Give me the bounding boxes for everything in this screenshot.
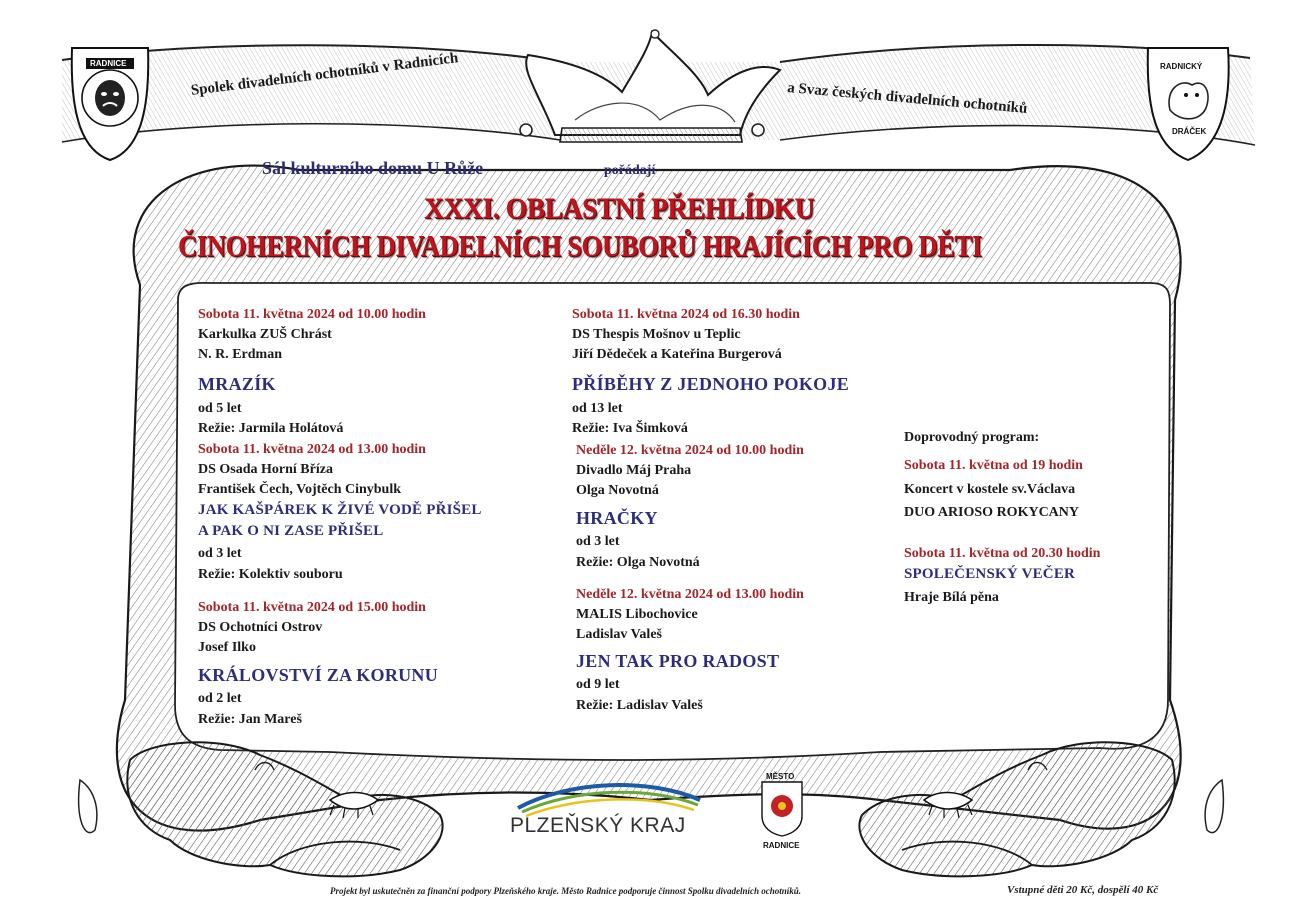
author: Ladislav Valeš xyxy=(576,627,662,642)
event-date: Sobota 11. května od 19 hodin xyxy=(904,458,1083,473)
author: Josef Ilko xyxy=(198,640,256,655)
age: od 5 let xyxy=(198,401,242,416)
age: od 3 let xyxy=(198,546,242,561)
age: od 13 let xyxy=(572,401,623,416)
jester-hat-illustration xyxy=(520,30,780,142)
ensemble: Divadlo Máj Praha xyxy=(576,463,692,478)
right-emblem-label-top: RADNICKÝ xyxy=(1160,62,1203,71)
event-date: Sobota 11. května od 20.30 hodin xyxy=(904,546,1101,561)
organizer-left: Spolek divadelních ochotníků v Radnicích xyxy=(190,50,460,99)
director: Režie: Olga Novotná xyxy=(576,555,700,570)
title-line2: ČINOHERNÍCH DIVADELNÍCH SOUBORŮ HRAJÍCÍCH PRO DĚTI xyxy=(178,228,982,263)
author: Jiří Dědeček a Kateřina Burgerová xyxy=(572,347,782,362)
play-title: JAK KAŠPÁREK K ŽIVÉ VODĚ PŘIŠEL xyxy=(198,502,482,518)
director: Režie: Jan Mareš xyxy=(198,712,302,727)
event-line: DUO ARIOSO ROKYCANY xyxy=(904,505,1080,520)
program-item xyxy=(198,598,558,730)
program-item xyxy=(576,585,902,716)
event-line: Hraje Bílá pěna xyxy=(904,590,999,605)
admission-prices: Vstupné děti 20 Kč, dospělí 40 Kč xyxy=(1007,884,1159,896)
program-item xyxy=(198,305,558,439)
event-date: Neděle 12. května 2024 od 13.00 hodin xyxy=(576,587,804,602)
age: od 9 let xyxy=(576,677,620,692)
play-title: JEN TAK PRO RADOST xyxy=(576,651,780,671)
author: František Čech, Vojtěch Cinybulk xyxy=(198,482,402,497)
event-date: Sobota 11. května 2024 od 16.30 hodin xyxy=(572,307,800,322)
ensemble: Karkulka ZUŠ Chrást xyxy=(198,327,332,342)
author: N. R. Erdman xyxy=(198,347,283,362)
event-date: Sobota 11. května 2024 od 15.00 hodin xyxy=(198,600,426,615)
program-column-1 xyxy=(198,305,558,730)
program-item xyxy=(576,441,902,573)
play-title: PŘÍBĚHY Z JEDNOHO POKOJE xyxy=(572,374,850,394)
event-date: Neděle 12. května 2024 od 10.00 hodin xyxy=(576,443,804,458)
accompanying-heading: Doprovodný program: xyxy=(904,430,1040,445)
venue: Sál kulturního domu U Růže xyxy=(262,158,484,178)
program-column-2 xyxy=(572,305,902,716)
play-title: MRAZÍK xyxy=(198,374,276,394)
ensemble: DS Thespis Mošnov u Teplic xyxy=(572,327,741,342)
left-emblem-label: RADNICE xyxy=(90,59,127,68)
author: Olga Novotná xyxy=(576,483,659,498)
director: Režie: Kolektiv souboru xyxy=(198,567,343,582)
radnice-label: RADNICE xyxy=(763,841,800,850)
program-item xyxy=(198,440,558,585)
footer-note: Projekt byl uskutečněn za finanční podpory Plzeňského kraje. Město Radnice podporuje činnost Spolku divadelních ochotníků. xyxy=(330,886,802,896)
poradaji-label: pořádají xyxy=(604,163,656,178)
play-title: HRAČKY xyxy=(576,508,658,528)
radnice-crest xyxy=(762,782,802,836)
event-date: Sobota 11. května 2024 od 10.00 hodin xyxy=(198,307,426,322)
plzensky-kraj-logo-text: PLZEŇSKÝ KRAJ xyxy=(510,814,686,837)
title-line1: XXXI. OBLASTNÍ PŘEHLÍDKU xyxy=(424,192,815,225)
accompanying-program xyxy=(904,428,1164,608)
event-line: Koncert v kostele sv.Václava xyxy=(904,482,1076,497)
program-item xyxy=(572,305,902,439)
play-title-line2: A PAK O NI ZASE PŘIŠEL xyxy=(198,523,384,539)
ensemble: MALIS Libochovice xyxy=(576,607,698,622)
ensemble: DS Osada Horní Bříza xyxy=(198,462,333,477)
right-emblem-label-bottom: DRÁČEK xyxy=(1172,127,1207,136)
event-date: Sobota 11. května 2024 od 13.00 hodin xyxy=(198,442,426,457)
mesto-label: MĚSTO xyxy=(766,772,795,781)
director: Režie: Iva Šimková xyxy=(572,421,688,436)
age: od 3 let xyxy=(576,534,620,549)
play-title: KRÁLOVSTVÍ ZA KORUNU xyxy=(198,665,439,685)
event-title: SPOLEČENSKÝ VEČER xyxy=(904,566,1076,582)
director: Režie: Ladislav Valeš xyxy=(576,698,703,713)
ensemble: DS Ochotníci Ostrov xyxy=(198,620,323,635)
director: Režie: Jarmila Holátová xyxy=(198,421,344,436)
age: od 2 let xyxy=(198,691,242,706)
organizer-right: a Svaz českých divadelních ochotníků xyxy=(786,80,1028,117)
